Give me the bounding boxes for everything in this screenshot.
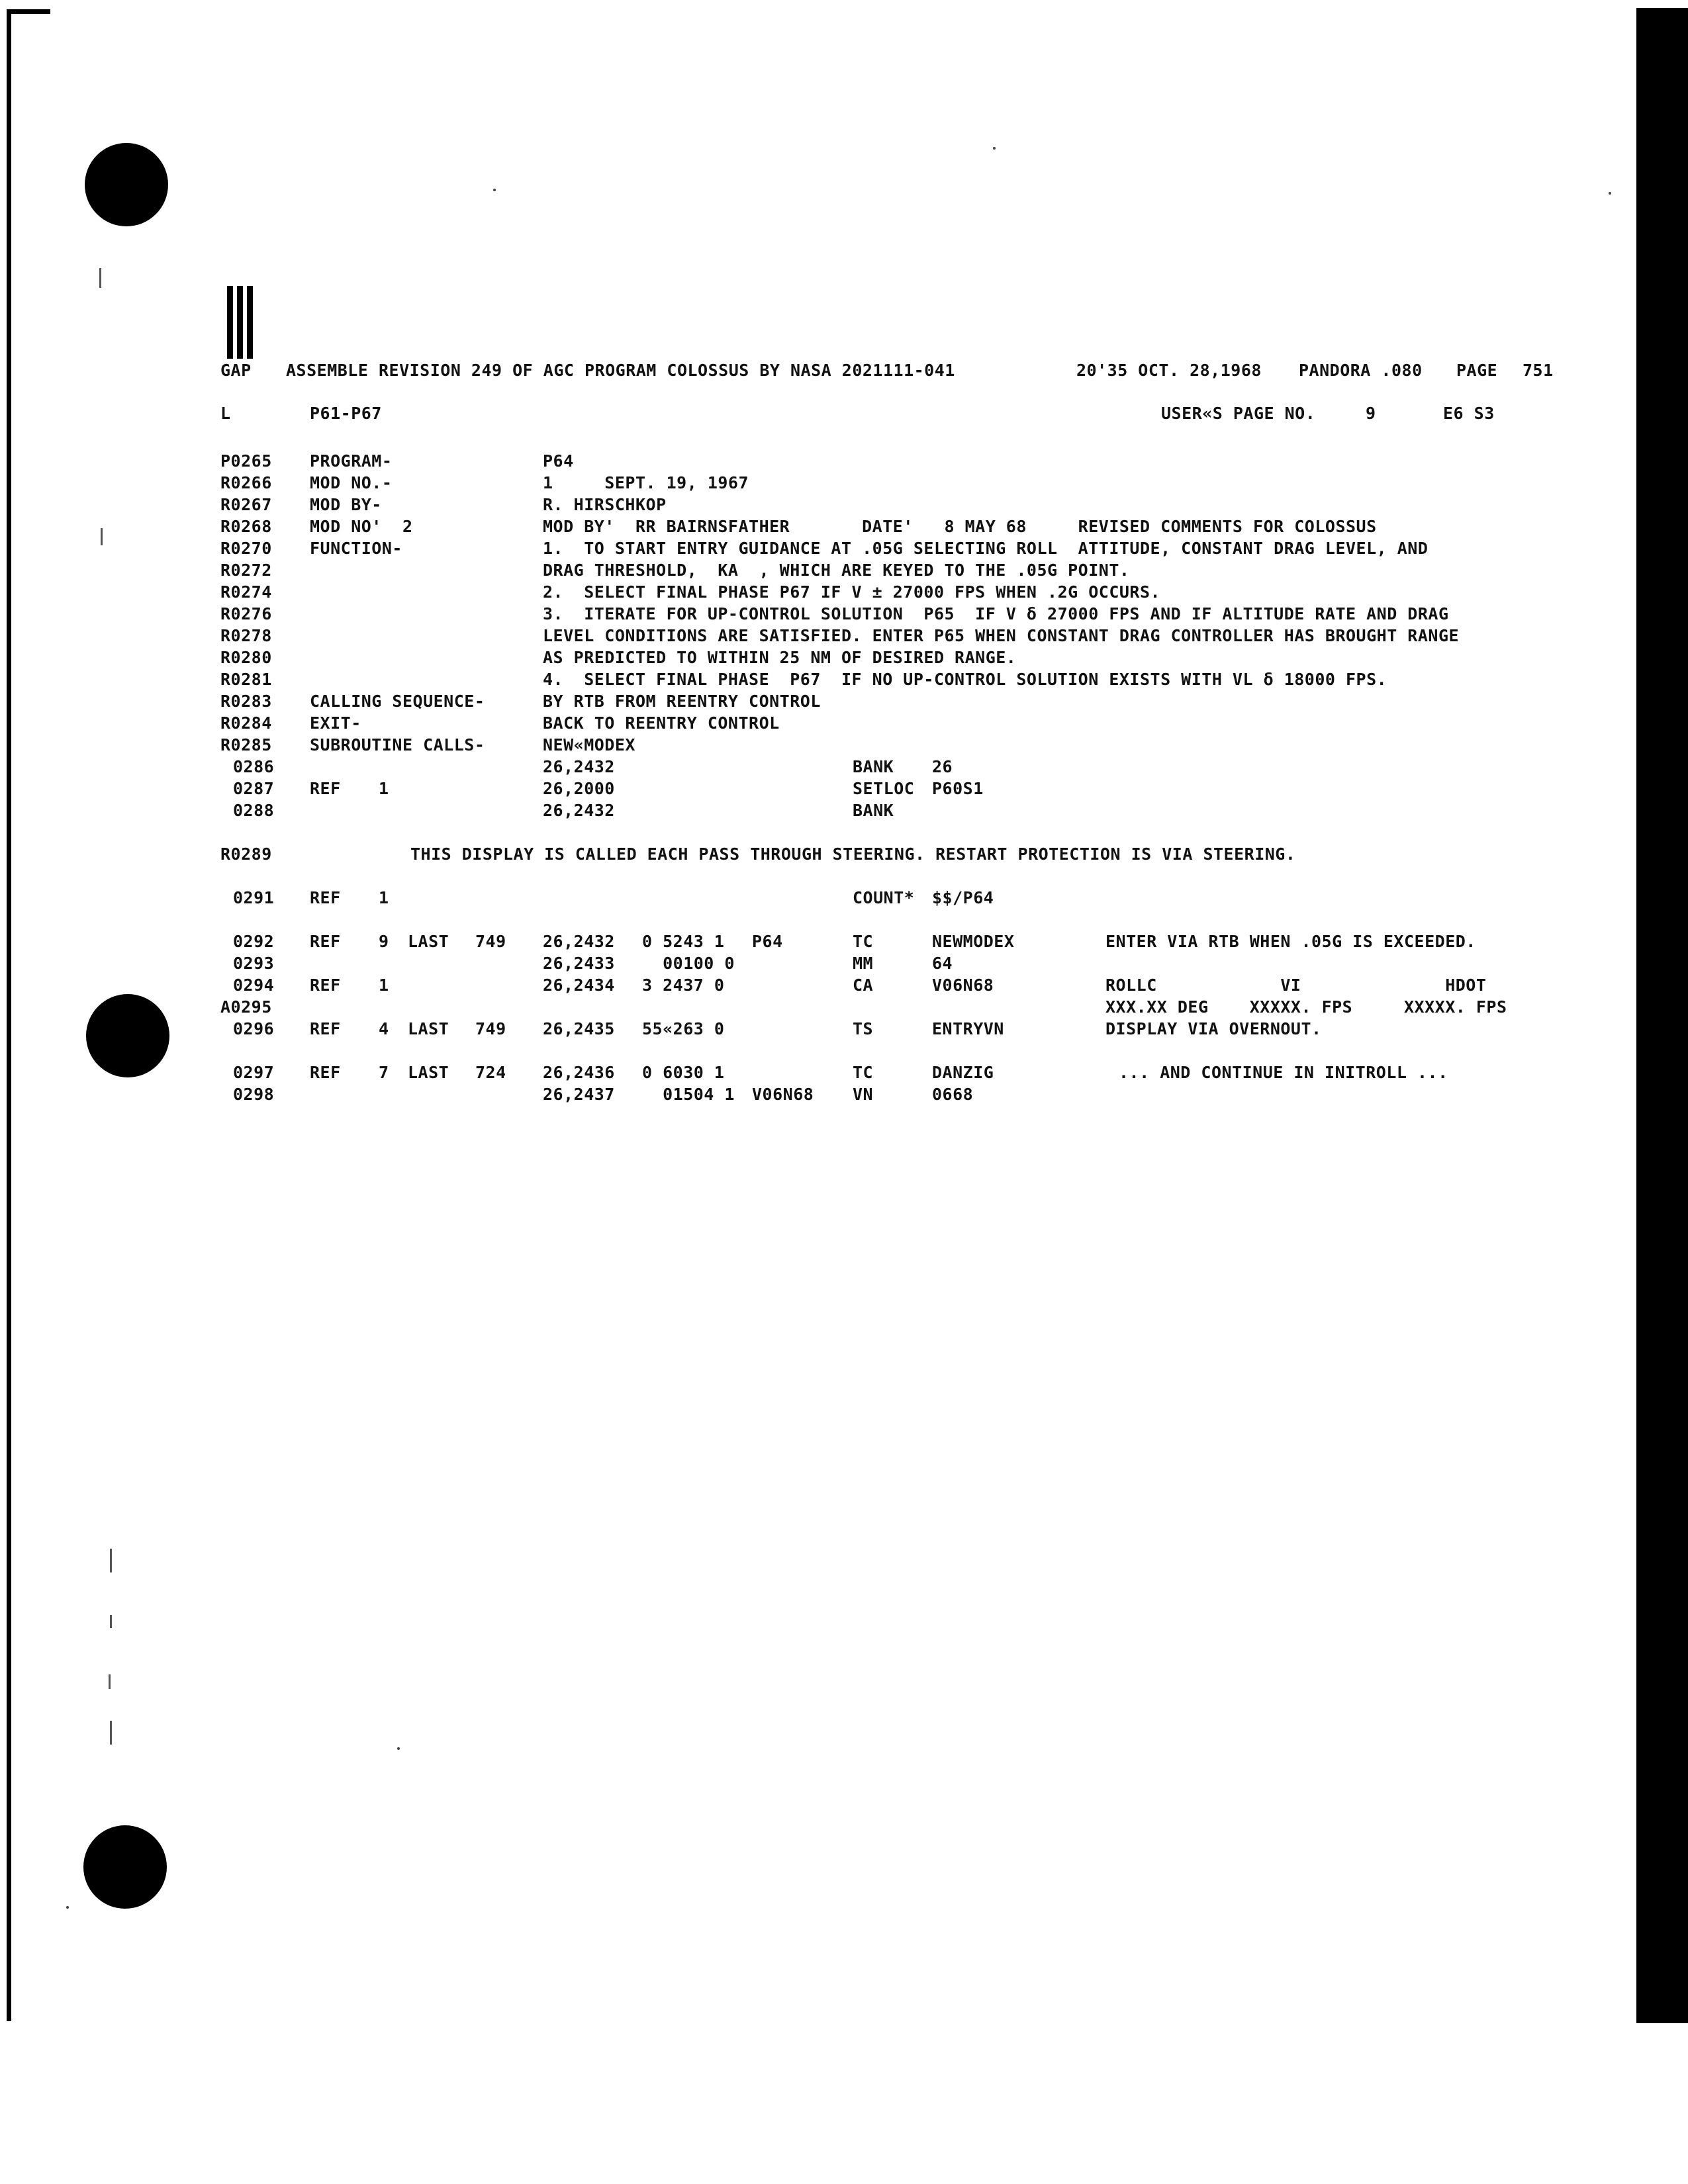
- octal: 0 5243 1: [642, 932, 725, 951]
- label: V06N68: [752, 1085, 814, 1104]
- line-number: 0291: [233, 888, 275, 907]
- display-comment: THIS DISPLAY IS CALLED EACH PASS THROUGH STEERING. RESTART PROTECTION IS VIA STEERING.: [410, 844, 1296, 864]
- opcode: TC: [853, 1063, 874, 1082]
- margin-mark: [109, 1674, 111, 1689]
- comment-label: EXIT-: [310, 713, 361, 733]
- line-number: A0295: [220, 997, 272, 1017]
- header-user-page-label: USER«S PAGE NO.: [1161, 404, 1316, 423]
- punch-hole-top: [85, 143, 168, 226]
- line-number: 0288: [233, 801, 275, 820]
- ref-number: 1: [379, 888, 389, 907]
- comment-label: FUNCTION-: [310, 539, 402, 558]
- comment-text: P64: [543, 451, 574, 471]
- punch-hole-middle: [86, 994, 169, 1077]
- comment: ENTER VIA RTB WHEN .05G IS EXCEEDED.: [1105, 932, 1476, 951]
- comment-label: MOD NO' 2: [310, 517, 413, 536]
- comment-text: AS PREDICTED TO WITHIN 25 NM OF DESIRED RANGE.: [543, 648, 1017, 667]
- last-number: 749: [475, 932, 506, 951]
- comment-label: MOD NO.-: [310, 473, 393, 492]
- header-page-number: 751: [1523, 361, 1554, 380]
- last-number: 724: [475, 1063, 506, 1082]
- comment: XXX.XX DEG XXXXX. FPS XXXXX. FPS: [1105, 997, 1507, 1017]
- line-number: R0268: [220, 517, 272, 536]
- comment-text: LEVEL CONDITIONS ARE SATISFIED. ENTER P65 WHEN CONSTANT DRAG CONTROLLER HAS BROUGHT RANGE: [543, 626, 1460, 645]
- comment-label: CALLING SEQUENCE-: [310, 692, 485, 711]
- margin-mark: [101, 528, 103, 545]
- speck: [397, 1747, 400, 1750]
- top-left-border: [7, 9, 50, 14]
- margin-mark: [110, 1615, 112, 1628]
- operand: P60S1: [932, 779, 984, 798]
- octal: 00100 0: [642, 954, 735, 973]
- left-border: [7, 9, 11, 2021]
- line-number: 0298: [233, 1085, 275, 1104]
- header-section: P61-P67: [310, 404, 382, 423]
- operand: DANZIG: [932, 1063, 994, 1082]
- last: LAST: [408, 932, 449, 951]
- comment-text: 3. ITERATE FOR UP-CONTROL SOLUTION P65 IF V δ 27000 FPS AND IF ALTITUDE RATE AND DRAG: [543, 604, 1449, 623]
- binding-bar: [237, 286, 243, 359]
- margin-mark: [110, 1721, 112, 1745]
- address: 26,2437: [543, 1085, 615, 1104]
- comment-text: DRAG THRESHOLD, KA , WHICH ARE KEYED TO THE .05G POINT.: [543, 561, 1130, 580]
- margin-mark: [110, 1549, 112, 1572]
- line-number: R0272: [220, 561, 272, 580]
- speck: [1609, 192, 1611, 195]
- line-number: 0296: [233, 1019, 275, 1038]
- line-number: P0265: [220, 451, 272, 471]
- ref: REF: [310, 779, 341, 798]
- comment-text: NEW«MODEX: [543, 735, 635, 754]
- speck: [993, 147, 996, 150]
- address: 26,2432: [543, 757, 615, 776]
- comment: ROLLC VI HDOT: [1105, 976, 1487, 995]
- header-datetime: 20'35 OCT. 28,1968: [1076, 361, 1262, 380]
- opcode: CA: [853, 976, 874, 995]
- ref-number: 1: [379, 779, 389, 798]
- ref-number: 1: [379, 976, 389, 995]
- header-user-page-number: 9: [1366, 404, 1376, 423]
- line-number: R0280: [220, 648, 272, 667]
- octal: 3 2437 0: [642, 976, 725, 995]
- opcode: VN: [853, 1085, 874, 1104]
- ref-number: 4: [379, 1019, 389, 1038]
- speck: [66, 1906, 69, 1909]
- address: 26,2432: [543, 801, 615, 820]
- ref: REF: [310, 1019, 341, 1038]
- opcode: BANK: [853, 757, 894, 776]
- operand: 64: [932, 954, 953, 973]
- comment-label: MOD BY-: [310, 495, 382, 514]
- comment: ... AND CONTINUE IN INITROLL ...: [1119, 1063, 1448, 1082]
- line-number: R0285: [220, 735, 272, 754]
- ref: REF: [310, 976, 341, 995]
- octal: 01504 1: [642, 1085, 735, 1104]
- address: 26,2436: [543, 1063, 615, 1082]
- line-number: R0267: [220, 495, 272, 514]
- line-number: 0286: [233, 757, 275, 776]
- comment: DISPLAY VIA OVERNOUT.: [1105, 1019, 1322, 1038]
- opcode: SETLOC: [853, 779, 915, 798]
- line-number: 0287: [233, 779, 275, 798]
- comment-text: 4. SELECT FINAL PHASE P67 IF NO UP-CONTROL SOLUTION EXISTS WITH VL δ 18000 FPS.: [543, 670, 1387, 689]
- ref: REF: [310, 888, 341, 907]
- line-number: R0276: [220, 604, 272, 623]
- comment-text: BACK TO REENTRY CONTROL: [543, 713, 780, 733]
- header-assemble-line: ASSEMBLE REVISION 249 OF AGC PROGRAM COLOSSUS BY NASA 2021111-041: [286, 361, 955, 380]
- ref: REF: [310, 1063, 341, 1082]
- comment-label: SUBROUTINE CALLS-: [310, 735, 485, 754]
- binding-bar: [247, 286, 253, 359]
- address: 26,2434: [543, 976, 615, 995]
- label: P64: [752, 932, 783, 951]
- comment-text: BY RTB FROM REENTRY CONTROL: [543, 692, 821, 711]
- operand: 0668: [932, 1085, 974, 1104]
- header-pandora: PANDORA .080: [1299, 361, 1423, 380]
- comment-text: R. HIRSCHKOP: [543, 495, 667, 514]
- last: LAST: [408, 1063, 449, 1082]
- address: 26,2000: [543, 779, 615, 798]
- line-number: R0283: [220, 692, 272, 711]
- header-page-label: PAGE: [1456, 361, 1498, 380]
- right-edge-bar: [1636, 8, 1688, 2023]
- comment-text: MOD BY' RR BAIRNSFATHER DATE' 8 MAY 68 REVISED COMMENTS FOR COLOSSUS: [543, 517, 1377, 536]
- margin-mark: [99, 268, 101, 288]
- last: LAST: [408, 1019, 449, 1038]
- line-number: R0281: [220, 670, 272, 689]
- ref-number: 9: [379, 932, 389, 951]
- comment-label: PROGRAM-: [310, 451, 393, 471]
- punch-hole-bottom: [83, 1825, 167, 1909]
- line-number: R0274: [220, 582, 272, 602]
- opcode: TS: [853, 1019, 874, 1038]
- line-number: 0292: [233, 932, 275, 951]
- opcode: TC: [853, 932, 874, 951]
- comment-text: 2. SELECT FINAL PHASE P67 IF V ± 27000 FPS WHEN .2G OCCURS.: [543, 582, 1161, 602]
- line-number: R0270: [220, 539, 272, 558]
- address: 26,2432: [543, 932, 615, 951]
- last-number: 749: [475, 1019, 506, 1038]
- speck: [493, 189, 496, 191]
- header-l: L: [220, 404, 231, 423]
- comment-text: 1 SEPT. 19, 1967: [543, 473, 749, 492]
- operand: NEWMODEX: [932, 932, 1015, 951]
- operand: 26: [932, 757, 953, 776]
- line-number: R0278: [220, 626, 272, 645]
- ref-number: 7: [379, 1063, 389, 1082]
- line-number: R0289: [220, 844, 272, 864]
- octal: 55«263 0: [642, 1019, 725, 1038]
- line-number: R0284: [220, 713, 272, 733]
- line-number: R0266: [220, 473, 272, 492]
- header-user-page-suffix: E6 S3: [1443, 404, 1495, 423]
- operand: $$/P64: [932, 888, 994, 907]
- header-prefix: GAP: [220, 361, 252, 380]
- ref: REF: [310, 932, 341, 951]
- address: 26,2435: [543, 1019, 615, 1038]
- line-number: 0294: [233, 976, 275, 995]
- octal: 0 6030 1: [642, 1063, 725, 1082]
- address: 26,2433: [543, 954, 615, 973]
- line-number: 0297: [233, 1063, 275, 1082]
- line-number: 0293: [233, 954, 275, 973]
- opcode: BANK: [853, 801, 894, 820]
- opcode: COUNT*: [853, 888, 915, 907]
- comment-text: 1. TO START ENTRY GUIDANCE AT .05G SELECTING ROLL ATTITUDE, CONSTANT DRAG LEVEL, AND: [543, 539, 1429, 558]
- operand: ENTRYVN: [932, 1019, 1004, 1038]
- opcode: MM: [853, 954, 874, 973]
- binding-bar: [227, 286, 233, 359]
- operand: V06N68: [932, 976, 994, 995]
